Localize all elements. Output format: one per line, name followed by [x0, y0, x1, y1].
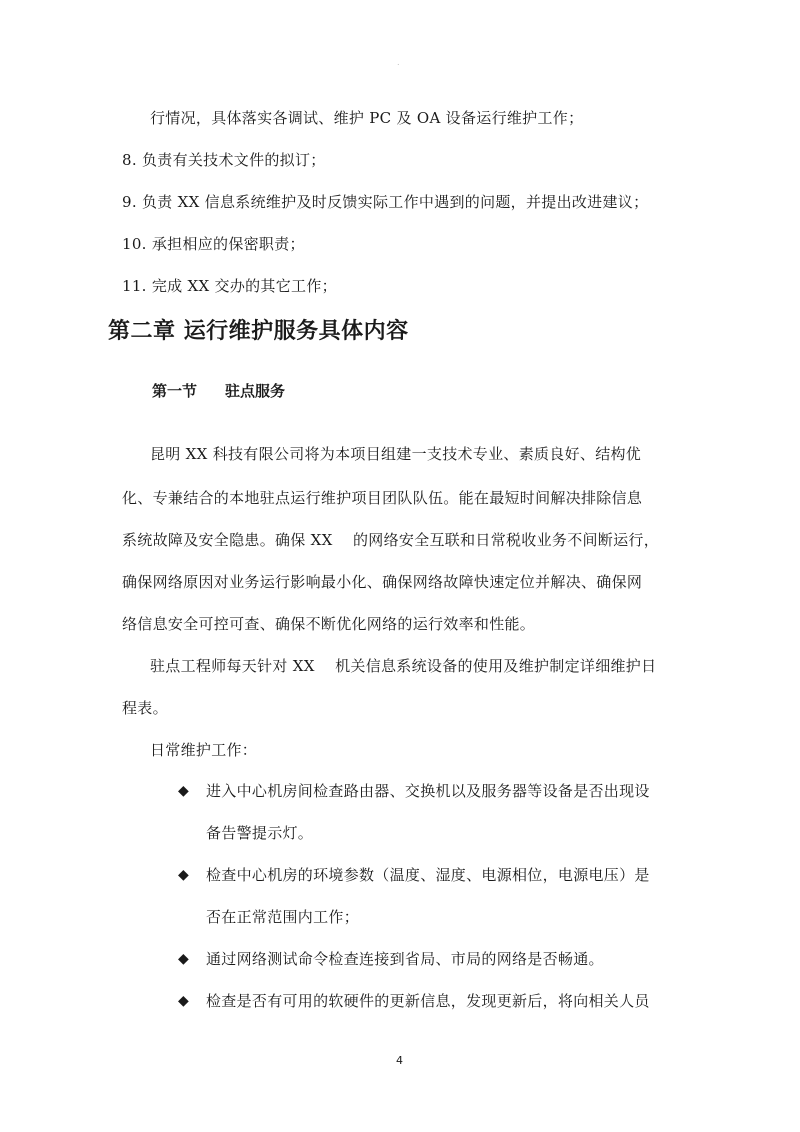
bullet-line: 检查中心机房的环境参数（温度、湿度、电源相位，电源电压）是: [206, 866, 650, 884]
continuation-line: 行情况，具体落实各调试、维护 PC 及 OA 设备运行维护工作；: [150, 109, 584, 127]
list-item: 11. 完成 XX 交办的其它工作；: [122, 277, 337, 295]
diamond-bullet-icon: ◆: [178, 867, 189, 883]
list-item: 8. 负责有关技术文件的拟订；: [122, 151, 326, 169]
diamond-bullet-icon: ◆: [178, 993, 189, 1009]
page-number: 4: [396, 1054, 403, 1067]
bullet-line: 通过网络测试命令检查连接到省局、市局的网络是否畅通。: [206, 950, 604, 968]
diamond-bullet-icon: ◆: [178, 783, 189, 799]
diamond-bullet-icon: ◆: [178, 951, 189, 967]
header-mark: .: [397, 58, 400, 67]
bullet-line: 否在正常范围内工作；: [206, 908, 360, 926]
paragraph-line: 程表。: [122, 699, 168, 717]
daily-maintenance-label: 日常维护工作：: [150, 741, 258, 759]
paragraph-line: 驻点工程师每天针对 XX 机关信息系统设备的使用及维护制定详细维护日: [150, 657, 657, 675]
paragraph-line: 确保网络原因对业务运行影响最小化、确保网络故障快速定位并解决、确保网: [122, 573, 643, 591]
bullet-line: 检查是否有可用的软硬件的更新信息，发现更新后，将向相关人员: [206, 992, 650, 1010]
paragraph-line: 系统故障及安全隐患。确保 XX 的网络安全互联和日常税收业务不间断运行，: [122, 531, 659, 549]
list-item: 10. 承担相应的保密职责；: [122, 235, 305, 253]
bullet-line: 进入中心机房间检查路由器、交换机以及服务器等设备是否出现设: [206, 782, 650, 800]
section-number: 第一节: [152, 382, 198, 400]
section-title: 驻点服务: [225, 382, 286, 400]
paragraph-line: 络信息安全可控可查、确保不断优化网络的运行效率和性能。: [122, 615, 536, 633]
chapter-title: 第二章 运行维护服务具体内容: [108, 319, 409, 344]
bullet-line: 备告警提示灯。: [206, 824, 314, 842]
paragraph-line: 昆明 XX 科技有限公司将为本项目组建一支技术专业、素质良好、结构优: [150, 445, 642, 463]
paragraph-line: 化、专兼结合的本地驻点运行维护项目团队队伍。能在最短时间解决排除信息: [122, 489, 643, 507]
section-heading: [152, 380, 285, 401]
list-item: 9. 负责 XX 信息系统维护及时反馈实际工作中遇到的问题，并提出改进建议；: [122, 193, 649, 211]
